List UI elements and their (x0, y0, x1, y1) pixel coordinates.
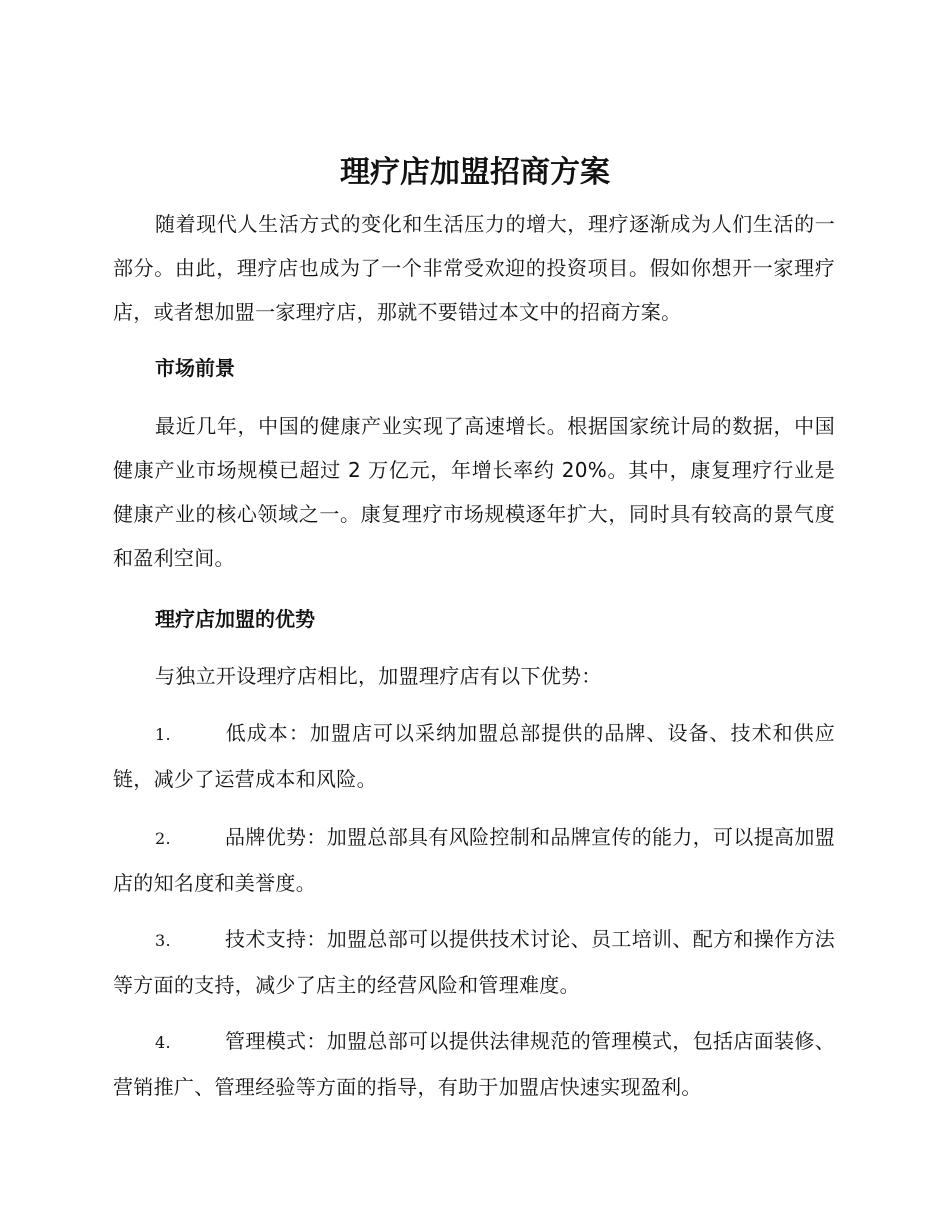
market-paragraph: 最近几年，中国的健康产业实现了高速增长。根据国家统计局的数据，中国健康产业市场规模已超过 2 万亿元，年增长率约 20%。其中，康复理疗行业是健康产业的核心领域之一。康复理疗市场规模逐年扩大，同时具有较高的景气度和盈利空间。 (113, 414, 835, 570)
list-item-number: 4. (155, 1033, 171, 1052)
list-item-text: 品牌优势：加盟总部具有风险控制和品牌宣传的能力，可以提高加盟店的知名度和美誉度。 (113, 825, 835, 895)
list-item (113, 815, 835, 905)
list-item-number: 3. (155, 931, 171, 950)
section-heading-market: 市场前景 (155, 356, 235, 380)
list-item (113, 1019, 835, 1109)
list-item-text: 低成本：加盟店可以采纳加盟总部提供的品牌、设备、技术和供应链，减少了运营成本和风险。 (113, 721, 835, 791)
list-item-number: 2. (155, 829, 171, 848)
list-item-text: 管理模式：加盟总部可以提供法律规范的管理模式，包括店面装修、营销推广、管理经验等方面的指导，有助于加盟店快速实现盈利。 (113, 1029, 835, 1099)
section-heading-advantages: 理疗店加盟的优势 (155, 607, 315, 631)
list-item-number: 1. (155, 725, 171, 744)
advantages-intro-paragraph: 与独立开设理疗店相比，加盟理疗店有以下优势： (155, 664, 602, 688)
intro-paragraph: 随着现代人生活方式的变化和生活压力的增大，理疗逐渐成为人们生活的一部分。由此，理疗店也成为了一个非常受欢迎的投资项目。假如你想开一家理疗店，或者想加盟一家理疗店，那就不要错过本文中的招商方案。 (113, 212, 835, 324)
list-item (113, 711, 835, 801)
list-item-text: 技术支持：加盟总部可以提供技术讨论、员工培训、配方和操作方法等方面的支持，减少了店主的经营风险和管理难度。 (113, 927, 835, 997)
document-title: 理疗店加盟招商方案 (340, 155, 610, 190)
list-item (113, 917, 835, 1007)
